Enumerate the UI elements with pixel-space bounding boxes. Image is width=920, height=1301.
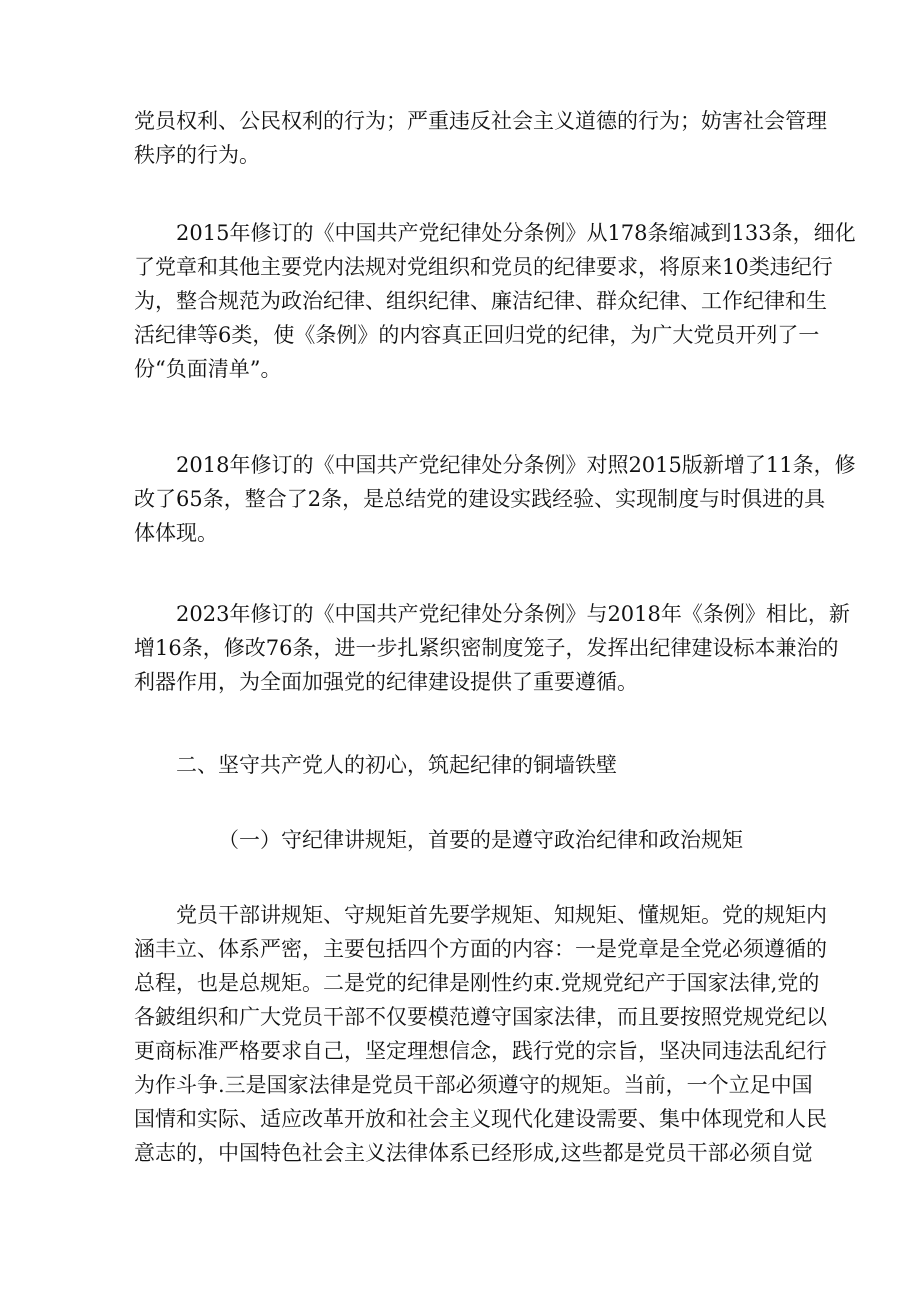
text-line: 秩序的行为。 bbox=[134, 143, 260, 167]
text-line: 利器作用，为全面加强党的纪律建设提供了重要遵循。 bbox=[134, 670, 638, 694]
paragraph-rules bbox=[134, 898, 827, 1170]
paragraph-2018-revision bbox=[134, 448, 856, 550]
text-line: 意志的，中国特色社会主义法律体系已经形成,这些都是党员干部必须自觉 bbox=[134, 1141, 813, 1165]
text-line: 2023年修订的《中国共产党纪律处分条例》与2018年《条例》相比，新 bbox=[176, 602, 850, 626]
text-line: 2015年修订的《中国共产党纪律处分条例》从178条缩减到133条，细化 bbox=[176, 221, 856, 245]
subsection-heading: （一）守纪律讲规矩，首要的是遵守政治纪律和政治规矩 bbox=[218, 828, 743, 852]
text-line: 为，整合规范为政治纪律、组织纪律、廉洁纪律、群众纪律、工作纪律和生 bbox=[134, 289, 827, 313]
text-line: 2018年修订的《中国共产党纪律处分条例》对照2015版新增了11条，修 bbox=[176, 453, 856, 477]
text-line: 增16条，修改76条，进一步扎紧织密制度笼子，发挥出纪律建设标本兼治的 bbox=[134, 636, 839, 660]
text-line: 党员干部讲规矩、守规矩首先要学规矩、知规矩、懂规矩。党的规矩内 bbox=[176, 903, 827, 927]
text-line: 份“负面清单”。 bbox=[134, 357, 282, 381]
text-line: 国情和实际、适应改革开放和社会主义现代化建设需要、集中体现党和人民 bbox=[134, 1107, 827, 1131]
section-heading: 二、坚守共产党人的初心，筑起纪律的铜墙铁壁 bbox=[176, 753, 617, 777]
text-line: 改了65条，整合了2条，是总结党的建设实践经验、实现制度与时俱进的具 bbox=[134, 487, 826, 511]
text-line: 涵丰立、体系严密，主要包括四个方面的内容：一是党章是全党必须遵循的 bbox=[134, 937, 827, 961]
text-line: 为作斗争.三是国家法律是党员干部必须遵守的规矩。当前，一个立足中国 bbox=[134, 1073, 813, 1097]
text-line: 总程，也是总规矩。二是党的纪律是刚性约束.党规党纪产于国家法律,党的 bbox=[134, 971, 820, 995]
paragraph-continuation bbox=[134, 104, 827, 172]
text-line: 体体现。 bbox=[134, 521, 218, 545]
text-line: 了党章和其他主要党内法规对党组织和党员的纪律要求，将原来10类违纪行 bbox=[134, 255, 833, 279]
text-line: 活纪律等6类，使《条例》的内容真正回归党的纪律，为广大党员开列了一 bbox=[134, 323, 820, 347]
text-line: 更商标准严格要求自己，坚定理想信念，践行党的宗旨，坚决同违法乱纪行 bbox=[134, 1039, 827, 1063]
paragraph-2015-revision bbox=[134, 216, 856, 386]
text-line: 党员权利、公民权利的行为；严重违反社会主义道德的行为；妨害社会管理 bbox=[134, 109, 827, 133]
text-line: 各鈹组织和广大党员干部不仅要模范遵守国家法律，而且要按照党规党纪以 bbox=[134, 1005, 827, 1029]
paragraph-2023-revision bbox=[134, 597, 850, 699]
